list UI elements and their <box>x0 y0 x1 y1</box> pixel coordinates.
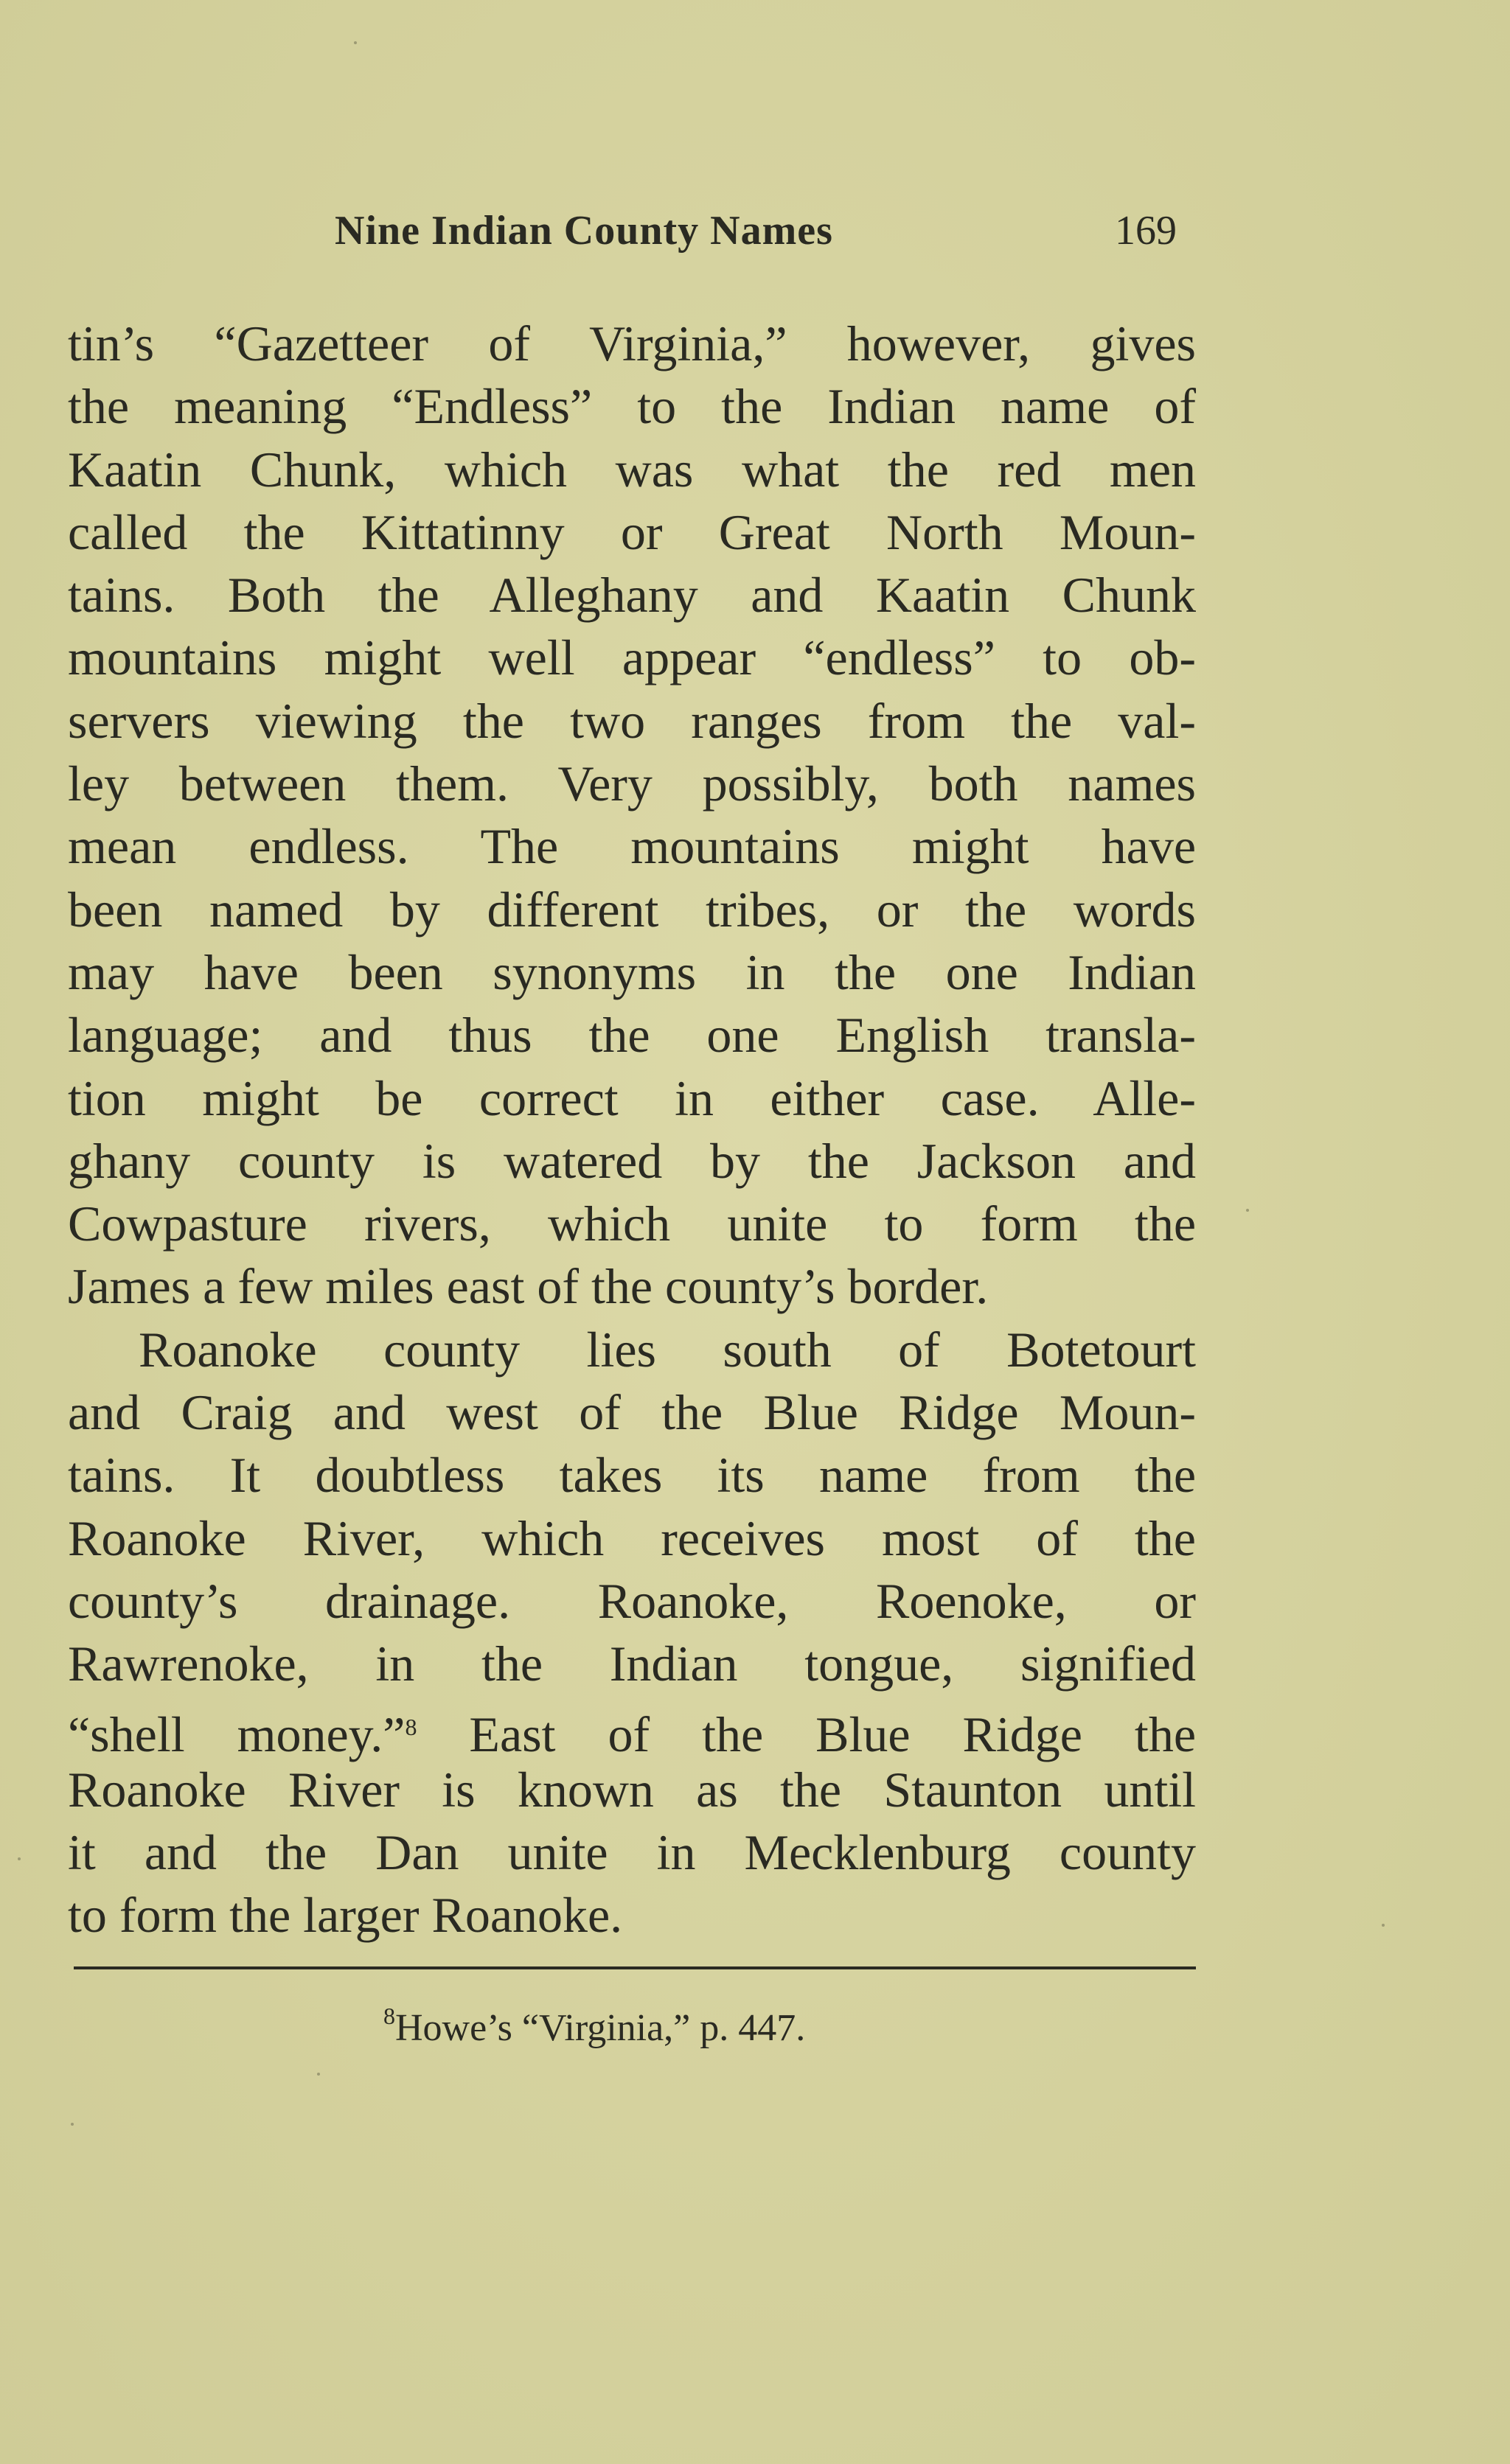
text-line: Roanoke River, which receives most of the <box>68 1510 1196 1566</box>
running-title: Nine Indian County Names <box>335 208 833 254</box>
page-number: 169 <box>1115 208 1177 254</box>
footnote-reference[interactable]: 8 <box>405 1713 417 1740</box>
footnote-marker: 8 <box>383 2003 395 2029</box>
footnote <box>383 1990 805 2054</box>
paper-speck <box>18 1857 21 1860</box>
paper-speck <box>354 41 357 44</box>
text-line: mean endless. The mountains might have <box>68 818 1196 875</box>
paper-speck <box>317 2073 320 2076</box>
text-line: James a few miles east of the county’s border. <box>68 1258 989 1315</box>
text-line: ley between them. Very possibly, both names <box>68 755 1196 812</box>
text-line: been named by different tribes, or the words <box>68 881 1196 938</box>
text-line: county’s drainage. Roanoke, Roenoke, or <box>68 1572 1196 1629</box>
footnote-text: Howe’s “Virginia,” p. 447. <box>395 2007 806 2049</box>
text-line: Cowpasture rivers, which unite to form the <box>68 1196 1196 1252</box>
text-line: Rawrenoke, in the Indian tongue, signified <box>68 1636 1196 1692</box>
text-line-with-footnote <box>68 1696 1197 1762</box>
text-line: to form the larger Roanoke. <box>68 1887 623 1944</box>
text-line: tion might be correct in either case. Alle- <box>68 1069 1196 1126</box>
text-line: it and the Dan unite in Mecklenburg county <box>68 1824 1196 1881</box>
text-line: tains. Both the Alleghany and Kaatin Chunk <box>68 567 1196 624</box>
text-line: tin’s “Gazetteer of Virginia,” however, gives <box>68 315 1196 371</box>
paper-speck <box>1246 1209 1249 1212</box>
text-line: ghany county is watered by the Jackson and <box>68 1132 1196 1189</box>
running-head <box>68 205 1189 256</box>
paragraph-start-line: Roanoke county lies south of Botetourt <box>139 1321 1196 1378</box>
quoted-text: “shell money.” <box>68 1706 406 1762</box>
line-continuation: East of the Blue Ridge the <box>417 1706 1197 1762</box>
footnote-divider <box>74 1966 1196 1969</box>
body-text <box>68 313 1196 1947</box>
paper-speck <box>71 2123 74 2126</box>
text-line: language; and thus the one English transla- <box>68 1007 1196 1064</box>
text-line: tains. It doubtless takes its name from the <box>68 1447 1196 1504</box>
text-line: may have been synonyms in the one Indian <box>68 943 1196 1000</box>
text-line: mountains might well appear “endless” to ob- <box>68 629 1196 686</box>
text-line: servers viewing the two ranges from the val- <box>68 692 1196 749</box>
text-line: called the Kittatinny or Great North Moun- <box>68 503 1196 560</box>
text-line: Kaatin Chunk, which was what the red men <box>68 441 1196 498</box>
paper-speck <box>1382 1924 1385 1927</box>
text-line: the meaning “Endless” to the Indian name of <box>68 378 1196 435</box>
text-line: and Craig and west of the Blue Ridge Moun- <box>68 1384 1196 1441</box>
text-line: Roanoke River is known as the Staunton until <box>68 1761 1196 1818</box>
